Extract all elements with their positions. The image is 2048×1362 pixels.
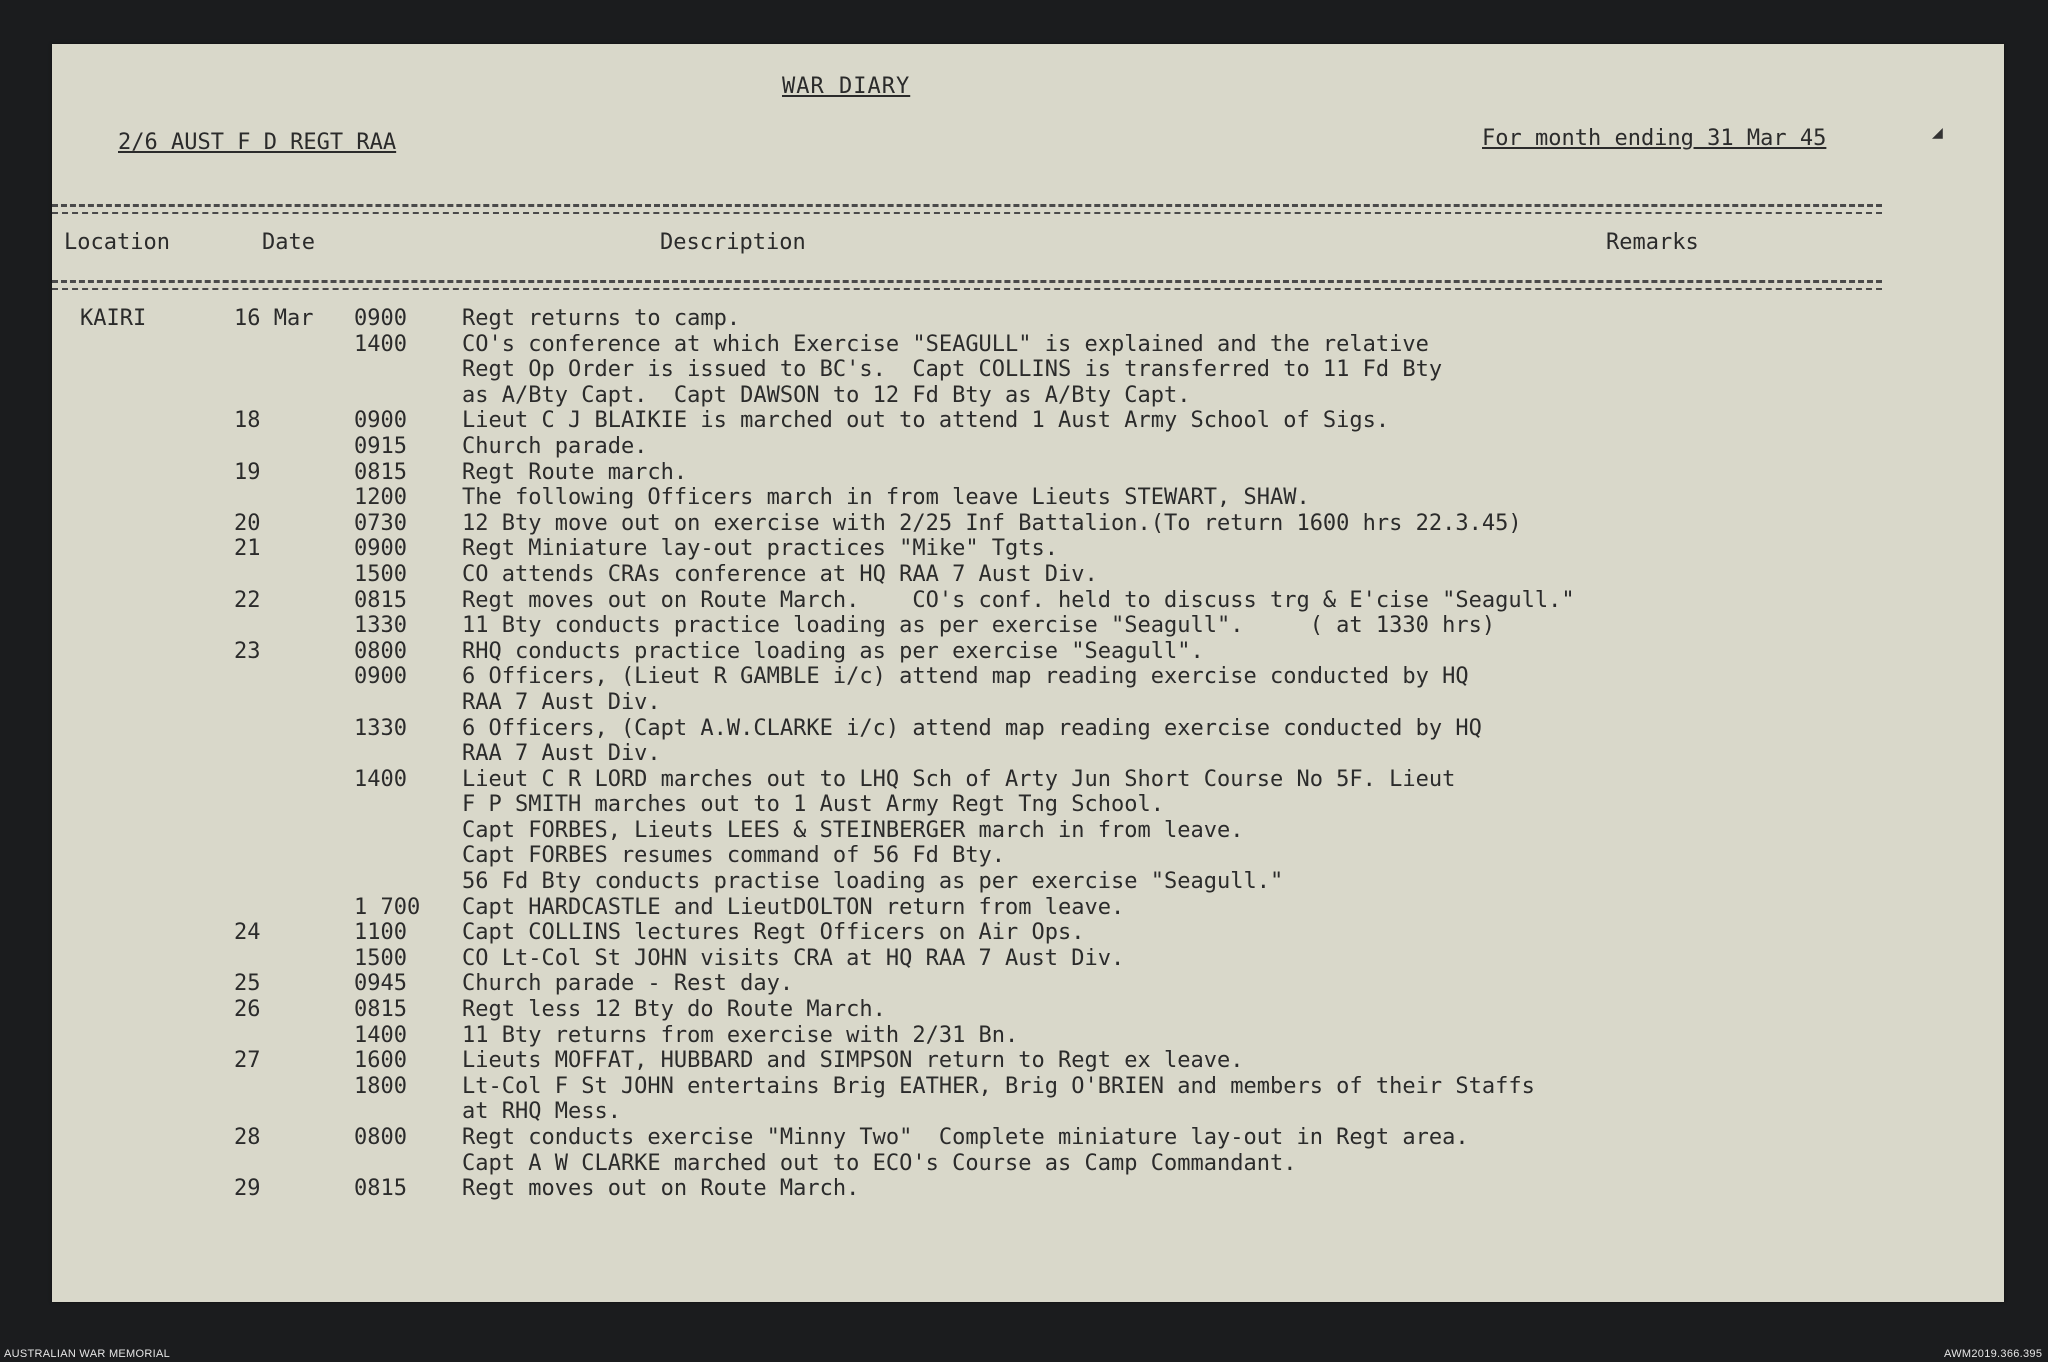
row-time: 1600 [354, 1048, 407, 1074]
row-day: 20 [234, 510, 261, 536]
row-day: 23 [234, 638, 261, 664]
row-description: Lieuts MOFFAT, HUBBARD and SIMPSON return to Regt ex leave. [462, 1048, 1244, 1074]
row-time: 0900 [354, 536, 407, 562]
row-day: 27 [234, 1048, 261, 1074]
row-description: Lieut C R LORD marches out to LHQ Sch of Arty Jun Short Course No 5F. Lieut [462, 766, 1456, 792]
row-description: F P SMITH marches out to 1 Aust Army Regt Tng School. [462, 792, 1164, 818]
row-time: 0915 [354, 433, 407, 459]
row-description: Regt Miniature lay-out practices "Mike" Tgts. [462, 536, 1059, 562]
row-time: 1330 [354, 715, 407, 741]
diary-row [52, 511, 1952, 537]
row-time: 0800 [354, 638, 407, 664]
diary-row [52, 869, 1952, 895]
col-location: Location [64, 230, 170, 255]
row-description: 6 Officers, (Capt A.W.CLARKE i/c) attend map reading exercise conducted by HQ [462, 715, 1482, 741]
row-description: Regt conducts exercise "Minny Two" Complete miniature lay-out in Regt area. [462, 1125, 1469, 1150]
diary-row [52, 792, 1952, 818]
diary-row [52, 997, 1952, 1023]
row-day: 19 [234, 459, 261, 485]
diary-row [52, 306, 1952, 332]
diary-row [52, 895, 1952, 921]
row-description: Capt HARDCASTLE and LieutDOLTON return from leave. [462, 894, 1125, 920]
row-time: 1200 [354, 485, 407, 511]
row-time: 1500 [354, 561, 407, 587]
diary-row [52, 357, 1952, 383]
col-remarks: Remarks [1606, 230, 1699, 255]
row-day: 26 [234, 997, 261, 1023]
header-rule-bottom [52, 280, 1882, 283]
diary-row [52, 1023, 1952, 1049]
footer-credit: AUSTRALIAN WAR MEMORIAL [4, 1348, 171, 1360]
row-description: 6 Officers, (Lieut R GAMBLE i/c) attend map reading exercise conducted by HQ [462, 664, 1469, 690]
row-time: 1500 [354, 945, 407, 971]
diary-row [52, 588, 1952, 614]
diary-row [52, 818, 1952, 844]
diary-row [52, 664, 1952, 690]
diary-row [52, 408, 1952, 434]
diary-row [52, 613, 1952, 639]
header-rule-top [52, 204, 1882, 207]
row-description: Capt FORBES resumes command of 56 Fd Bty. [462, 843, 1006, 869]
diary-row [52, 485, 1952, 511]
row-description: Capt A W CLARKE marched out to ECO's Course as Camp Commandant. [462, 1150, 1297, 1176]
row-description: 56 Fd Bty conducts practise loading as per exercise "Seagull." [462, 869, 1284, 895]
row-time: 1400 [354, 1022, 407, 1048]
diary-row [52, 332, 1952, 358]
diary-row [52, 1099, 1952, 1125]
row-time: 0900 [354, 306, 407, 331]
row-time: 0815 [354, 1176, 407, 1202]
row-description: RHQ conducts practice loading as per exercise "Seagull". [462, 638, 1204, 664]
row-description: CO Lt-Col St JOHN visits CRA at HQ RAA 7 Aust Div. [462, 945, 1125, 971]
ink-mark: ◢ [1932, 122, 1943, 143]
row-day: 16 Mar [234, 306, 314, 331]
diary-row [52, 1125, 1952, 1151]
row-description: Regt Op Order is issued to BC's. Capt COLLINS is transferred to 11 Fd Bty [462, 357, 1443, 383]
row-day: 24 [234, 920, 261, 946]
row-description: CO's conference at which Exercise "SEAGULL" is explained and the relative [462, 331, 1429, 357]
row-description: 12 Bty move out on exercise with 2/25 Inf Battalion.(To return 1600 hrs 22.3.45) [462, 510, 1522, 536]
row-day: 22 [234, 587, 261, 613]
header-rule-top-2 [52, 212, 1882, 214]
diary-row [52, 562, 1952, 588]
diary-row [52, 1176, 1952, 1202]
row-time: 1400 [354, 331, 407, 357]
diary-row [52, 1074, 1952, 1100]
row-time: 1 700 [354, 894, 421, 920]
diary-page [52, 44, 2004, 1302]
diary-row [52, 971, 1952, 997]
row-location: KAIRI [80, 306, 147, 331]
row-time: 1800 [354, 1073, 407, 1099]
row-description: Lt-Col F St JOHN entertains Brig EATHER, Brig O'BRIEN and members of their Staffs [462, 1073, 1535, 1099]
diary-row [52, 716, 1952, 742]
row-description: The following Officers march in from leave Lieuts STEWART, SHAW. [462, 485, 1310, 511]
col-date: Date [262, 230, 315, 255]
diary-row [52, 767, 1952, 793]
col-description: Description [660, 230, 806, 255]
row-description: Church parade. [462, 433, 648, 459]
row-description: Capt FORBES, Lieuts LEES & STEINBERGER march in from leave. [462, 817, 1244, 843]
diary-row [52, 1048, 1952, 1074]
row-description: RAA 7 Aust Div. [462, 741, 661, 767]
row-time: 0730 [354, 510, 407, 536]
row-day: 25 [234, 971, 261, 997]
row-description: 11 Bty returns from exercise with 2/31 Bn. [462, 1022, 1019, 1048]
diary-row [52, 946, 1952, 972]
row-description: Regt moves out on Route March. CO's conf. held to discuss trg & E'cise "Seagull." [462, 587, 1575, 613]
row-description: at RHQ Mess. [462, 1099, 621, 1125]
row-description: as A/Bty Capt. Capt DAWSON to 12 Fd Bty as A/Bty Capt. [462, 382, 1191, 408]
row-time: 0900 [354, 664, 407, 690]
month-ending: For month ending 31 Mar 45 [1482, 126, 1827, 151]
diary-row [52, 639, 1952, 665]
row-time: 0800 [354, 1125, 407, 1150]
row-time: 0815 [354, 997, 407, 1023]
diary-entries [52, 306, 1952, 1202]
row-description: Regt moves out on Route March. [462, 1176, 860, 1202]
row-time: 0815 [354, 459, 407, 485]
row-description: RAA 7 Aust Div. [462, 689, 661, 715]
diary-row [52, 690, 1952, 716]
row-day: 29 [234, 1176, 261, 1202]
footer-id: AWM2019.366.395 [1944, 1348, 2043, 1360]
row-time: 1330 [354, 613, 407, 639]
row-time: 0815 [354, 587, 407, 613]
diary-row [52, 536, 1952, 562]
row-day: 21 [234, 536, 261, 562]
row-day: 18 [234, 408, 261, 434]
diary-row [52, 1151, 1952, 1177]
diary-row [52, 434, 1952, 460]
row-time: 0945 [354, 971, 407, 997]
unit-name: 2/6 AUST F D REGT RAA [118, 130, 397, 155]
row-description: Capt COLLINS lectures Regt Officers on Air Ops. [462, 920, 1085, 946]
row-description: Church parade - Rest day. [462, 971, 794, 997]
row-time: 1100 [354, 920, 407, 946]
diary-row [52, 843, 1952, 869]
row-description: Regt less 12 Bty do Route March. [462, 997, 886, 1023]
row-description: 11 Bty conducts practice loading as per exercise "Seagull". ( at 1330 hrs) [462, 613, 1496, 639]
diary-title: WAR DIARY [782, 74, 911, 99]
row-description: CO attends CRAs conference at HQ RAA 7 Aust Div. [462, 561, 1098, 587]
row-time: 1400 [354, 766, 407, 792]
header-rule-bottom-2 [52, 288, 1882, 290]
row-time: 0900 [354, 408, 407, 434]
diary-row [52, 741, 1952, 767]
row-day: 28 [234, 1125, 261, 1150]
diary-row [52, 383, 1952, 409]
diary-row [52, 460, 1952, 486]
diary-row [52, 920, 1952, 946]
row-description: Regt Route march. [462, 459, 688, 485]
row-description: Lieut C J BLAIKIE is marched out to attend 1 Aust Army School of Sigs. [462, 408, 1390, 434]
row-description: Regt returns to camp. [462, 306, 741, 331]
